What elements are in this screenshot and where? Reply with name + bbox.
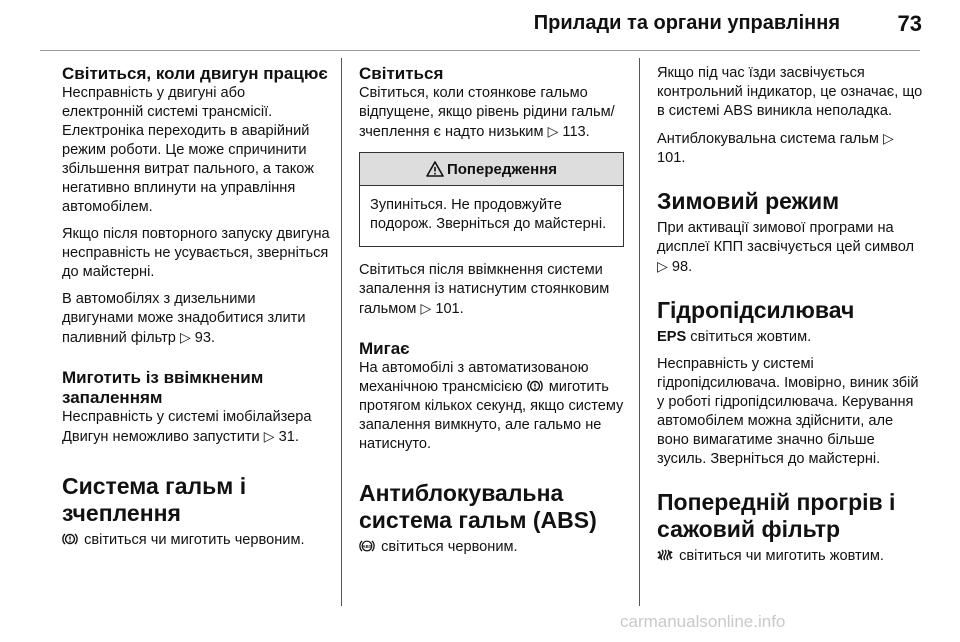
section-heading: Система гальм і зчеплення — [62, 473, 247, 526]
paragraph: Якщо під час їзди засвічується контрольний індикатор, це означає, що в системі ABS виникла неполадка. — [657, 65, 923, 119]
warning-header — [360, 153, 623, 186]
column-3 — [657, 64, 925, 574]
paragraph-text: світиться чи миготить жовтим. — [679, 548, 884, 564]
section-heading: Миготить із ввімкненим запаленням — [62, 368, 264, 407]
svg-text:ABS: ABS — [362, 543, 372, 549]
paragraph-text: Світиться, коли стоянкове гальмо відпущене, якщо рівень рідини гальм/зчеплення є надто низьким — [359, 85, 615, 140]
page-ref-arrow-icon: ▷ — [179, 329, 191, 345]
warning-box — [359, 152, 624, 247]
page-header — [0, 0, 960, 48]
abs-icon — [359, 538, 375, 554]
warning-title: Попередження — [446, 160, 558, 178]
column-divider — [341, 58, 342, 606]
paragraph — [359, 359, 624, 454]
paragraph — [657, 328, 925, 347]
paragraph-text: Несправність у системі імобілайзера Двигун неможливо запустити — [62, 409, 312, 445]
page-ref[interactable]: 98. — [671, 259, 693, 275]
paragraph-text: При активації зимової програми на дисплеї КПП засвічується цей символ — [657, 220, 915, 255]
page-ref[interactable]: 101. — [657, 150, 686, 166]
eps-indicator-label: EPS — [657, 329, 687, 345]
page-ref-arrow-icon: ▷ — [882, 130, 894, 146]
paragraph — [657, 547, 925, 566]
header-rule — [40, 50, 920, 51]
page-ref-arrow-icon: ▷ — [547, 123, 559, 139]
paragraph: Зупиніться. Не продовжуйте подорож. Зверніться до майстерні. — [370, 197, 607, 232]
paragraph-text: В автомобілях з дизельними двигунами може знадобитися злити паливний фільтр — [62, 291, 306, 346]
section-heading: Антиблокувальна система гальм (ABS) — [359, 480, 597, 533]
section-heading: Мигає — [359, 339, 410, 358]
page-number: 73 — [897, 11, 922, 36]
paragraph — [62, 408, 330, 447]
section-heading: Попередній прогрів і сажовий фільтр — [657, 489, 896, 542]
paragraph: Якщо після повторного запуску двигуна несправність не усувається, зверніться до майстерні. — [62, 226, 330, 280]
glow-plug-icon — [657, 547, 673, 563]
paragraph: Несправність у двигуні або електронній системі трансмісії. Електроніка переходить в аварійний режим роботи. Це може спричинити збільшення витрат пального, а також негативно вплинути на управління автомобілем. — [62, 85, 314, 215]
warning-body — [360, 186, 623, 246]
page-ref[interactable]: 93. — [194, 330, 216, 346]
section-heading: Зимовий режим — [657, 188, 840, 214]
section-heading: Світиться, коли двигун працює — [62, 64, 328, 83]
brake-warning-icon — [527, 378, 543, 394]
paragraph — [62, 290, 330, 348]
paragraph-text: світиться чи миготить червоним. — [84, 532, 305, 548]
warning-triangle-icon — [426, 161, 444, 177]
page-ref-arrow-icon: ▷ — [263, 428, 275, 444]
paragraph-text: Світиться після ввімкнення системи запалення із натиснутим стоянковим гальмом — [359, 262, 610, 317]
page-ref[interactable]: 101. — [435, 301, 464, 317]
paragraph-text: світиться червоним. — [381, 539, 518, 555]
page-ref-arrow-icon: ▷ — [657, 258, 668, 274]
paragraph-text: миготить протягом кількох секунд, якщо систему запалення вимкнуто, але гальмо не натиснуто. — [359, 379, 624, 452]
column-divider — [639, 58, 640, 606]
page-ref[interactable]: 31. — [278, 429, 299, 445]
paragraph — [359, 538, 624, 557]
paragraph-text: Антиблокувальна система гальм — [657, 131, 879, 147]
paragraph-text: світиться жовтим. — [690, 329, 812, 345]
brake-warning-icon — [62, 531, 78, 547]
paragraph — [62, 531, 330, 550]
paragraph — [657, 129, 925, 168]
section-heading: Гідропідсилювач — [657, 297, 855, 323]
section-heading: Світиться — [359, 64, 444, 83]
page-ref[interactable]: 113. — [562, 124, 590, 140]
paragraph — [359, 84, 624, 142]
watermark: carmanualsonline.info — [620, 612, 786, 631]
column-2 — [359, 64, 624, 565]
paragraph: Несправність у системі гідропідсилювача. Імовірно, виник збій у роботі гідропідсилювача. Керування автомобілем можна здійснити, але воно вимагатиме значно більше зусиль. Зверніться до майстерні. — [657, 356, 919, 467]
column-1 — [62, 64, 330, 558]
page-ref-arrow-icon: ▷ — [420, 300, 432, 316]
paragraph-text: На автомобілі з автоматизованою механічною трансмісією — [359, 360, 589, 395]
paragraph — [657, 219, 925, 277]
paragraph — [359, 261, 624, 319]
header-title: Прилади та органи управління — [533, 12, 840, 34]
